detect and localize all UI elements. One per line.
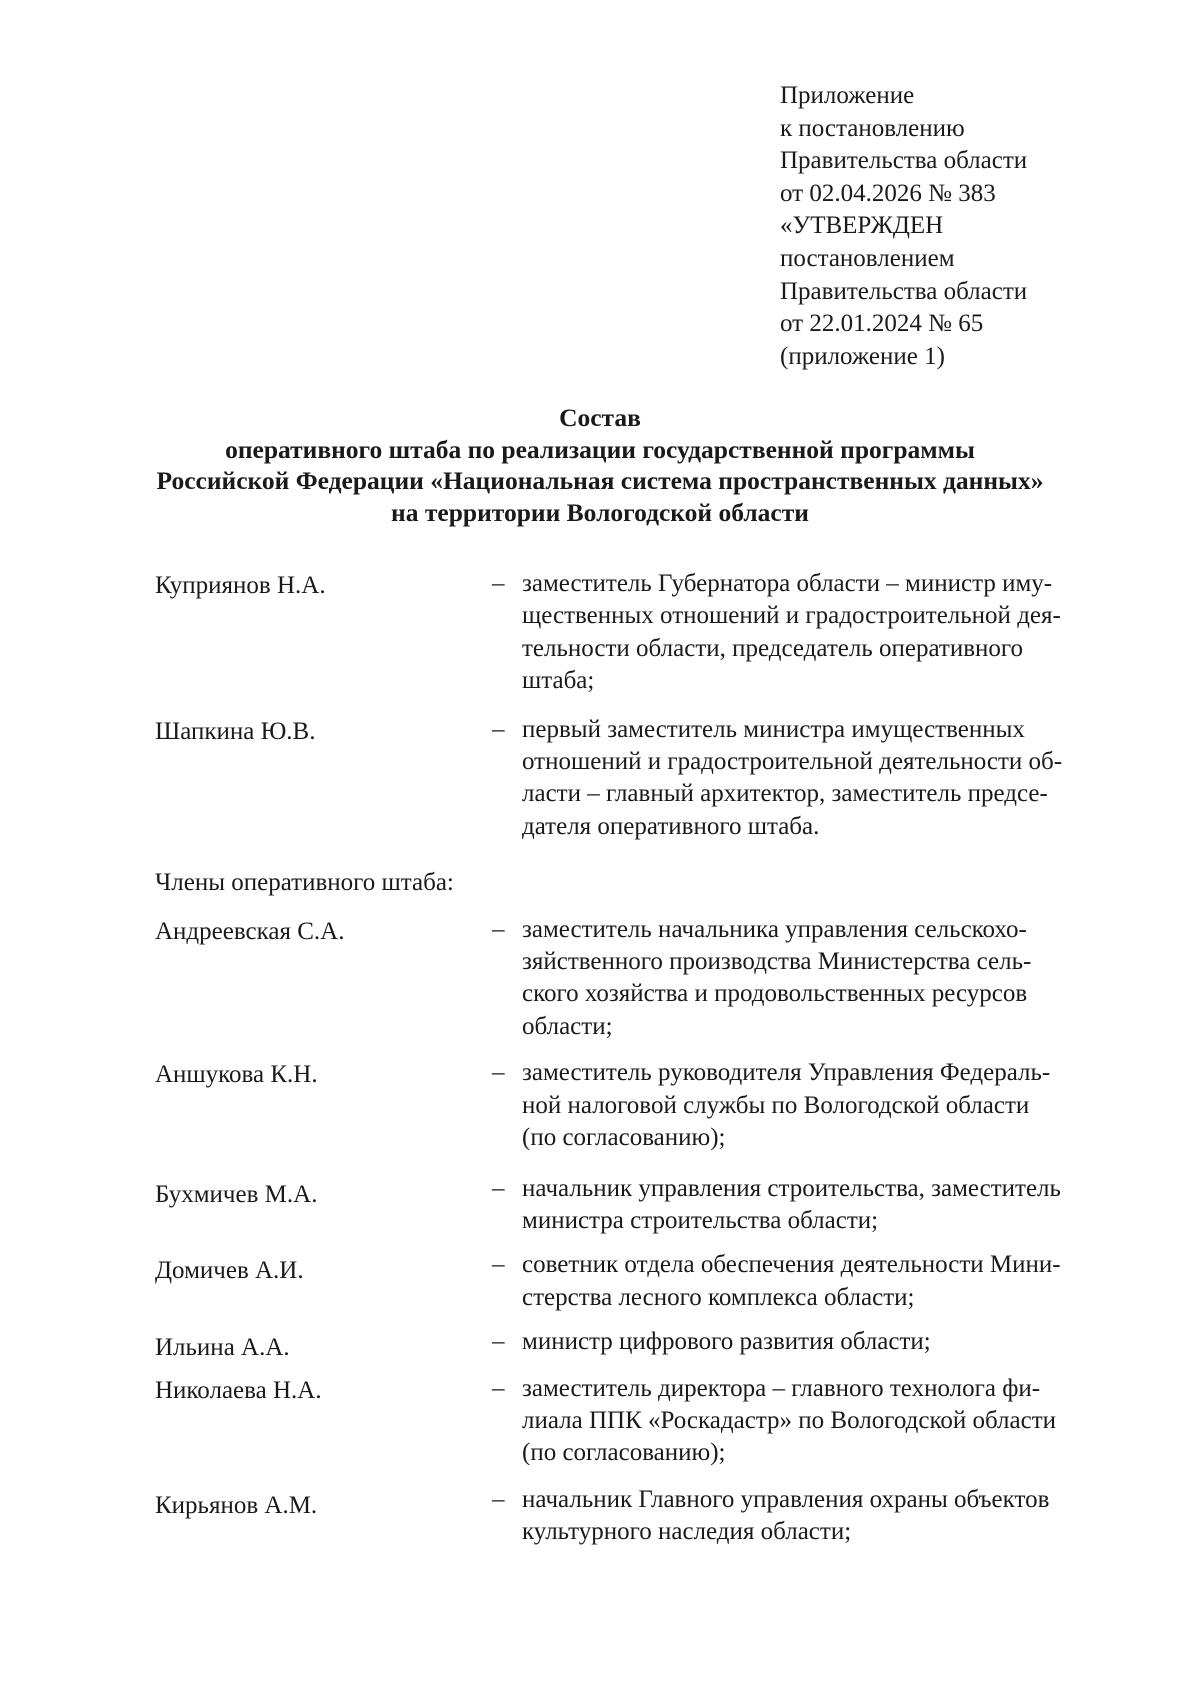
person-name: Бухмичев М.А. (155, 1180, 318, 1208)
appendix-line: (приложение 1) (780, 342, 945, 370)
roster-entry-member (155, 1173, 1145, 1238)
title-line: на территории Вологодской области (391, 497, 809, 527)
person-name: Николаева Н.А. (155, 1376, 322, 1404)
roster-entry-member (155, 1057, 1145, 1154)
roster-entry-member (155, 1249, 1145, 1314)
person-role: советник отдела обеспечения деятельности Мини- стерства лесного комплекса области; (522, 1251, 1061, 1311)
document-title (100, 402, 1100, 528)
appendix-line: от 22.01.2024 № 65 (780, 310, 984, 338)
person-role: заместитель Губернатора области – министр иму- щественных отношений и градостроительной дея- тельности области, председатель оперативного штаба; (522, 570, 1061, 695)
title-line: оперативного штаба по реализации государственной программы (225, 434, 975, 464)
roster-entry-member (155, 1326, 1145, 1364)
dash-separator: – (492, 715, 505, 743)
person-role: начальник управления строительства, заместитель министра строительства области; (522, 1174, 1061, 1234)
person-name: Кирьянов А.М. (155, 1491, 318, 1519)
roster-entry-member (155, 1484, 1145, 1549)
dash-separator: – (492, 915, 505, 943)
appendix-line: Правительства области (780, 147, 1028, 175)
dash-separator: – (492, 1251, 505, 1279)
dash-separator: – (492, 1374, 505, 1402)
person-role: министр цифрового развития области; (522, 1328, 931, 1356)
person-role: начальник Главного управления охраны объектов культурного наследия области; (522, 1485, 1050, 1546)
dash-separator: – (492, 1328, 505, 1356)
roster-entry-member (155, 1373, 1145, 1470)
appendix-line: «УТВЕРЖДЕН (780, 212, 944, 240)
dash-separator: – (492, 1059, 505, 1087)
person-name: Андреевская С.А. (155, 917, 345, 945)
title-line: Состав (559, 403, 641, 432)
dash-separator: – (492, 1174, 505, 1202)
person-name: Аншукова К.Н. (155, 1061, 318, 1089)
appendix-line: от 02.04.2026 № 383 (780, 179, 996, 207)
person-name: Шапкина Ю.В. (155, 717, 316, 745)
members-heading: Члены оперативного штаба: (155, 869, 454, 897)
dash-separator: – (492, 570, 505, 597)
dash-separator: – (492, 1485, 505, 1513)
appendix-line: к постановлению (780, 114, 965, 142)
appendix-line: Правительства области (780, 277, 1028, 305)
person-name: Домичев А.И. (155, 1257, 304, 1285)
roster-entry-chair (155, 568, 1145, 698)
staff-roster (155, 568, 1145, 1549)
person-role: первый заместитель министра имущественных отношений и градостроительной деятельности об- ласти – главный архитектор, заместитель предсе- дателя оперативного штаба. (522, 715, 1063, 840)
person-role: заместитель руководителя Управления Федераль- ной налоговой службы по Вологодской области (по согласованию); (522, 1059, 1051, 1152)
appendix-line: Приложение (780, 82, 915, 109)
person-name: Ильина А.А. (155, 1334, 290, 1362)
person-name: Куприянов Н.А. (155, 572, 326, 599)
title-line: Российской Федерации «Национальная система пространственных данных» (156, 466, 1044, 496)
appendix-block (780, 80, 1160, 373)
person-role: заместитель начальника управления сельскохо- зяйственного производства Министерства сель- ского хозяйства и продовольственных ресурсов области; (522, 915, 1032, 1040)
roster-entry-deputy-chair (155, 714, 1145, 844)
person-role: заместитель директора – главного технолога фи- лиала ППК «Роскадастр» по Вологодской области (по согласованию); (522, 1374, 1057, 1467)
appendix-line: постановлением (780, 244, 955, 272)
roster-entry-member (155, 914, 1145, 1044)
